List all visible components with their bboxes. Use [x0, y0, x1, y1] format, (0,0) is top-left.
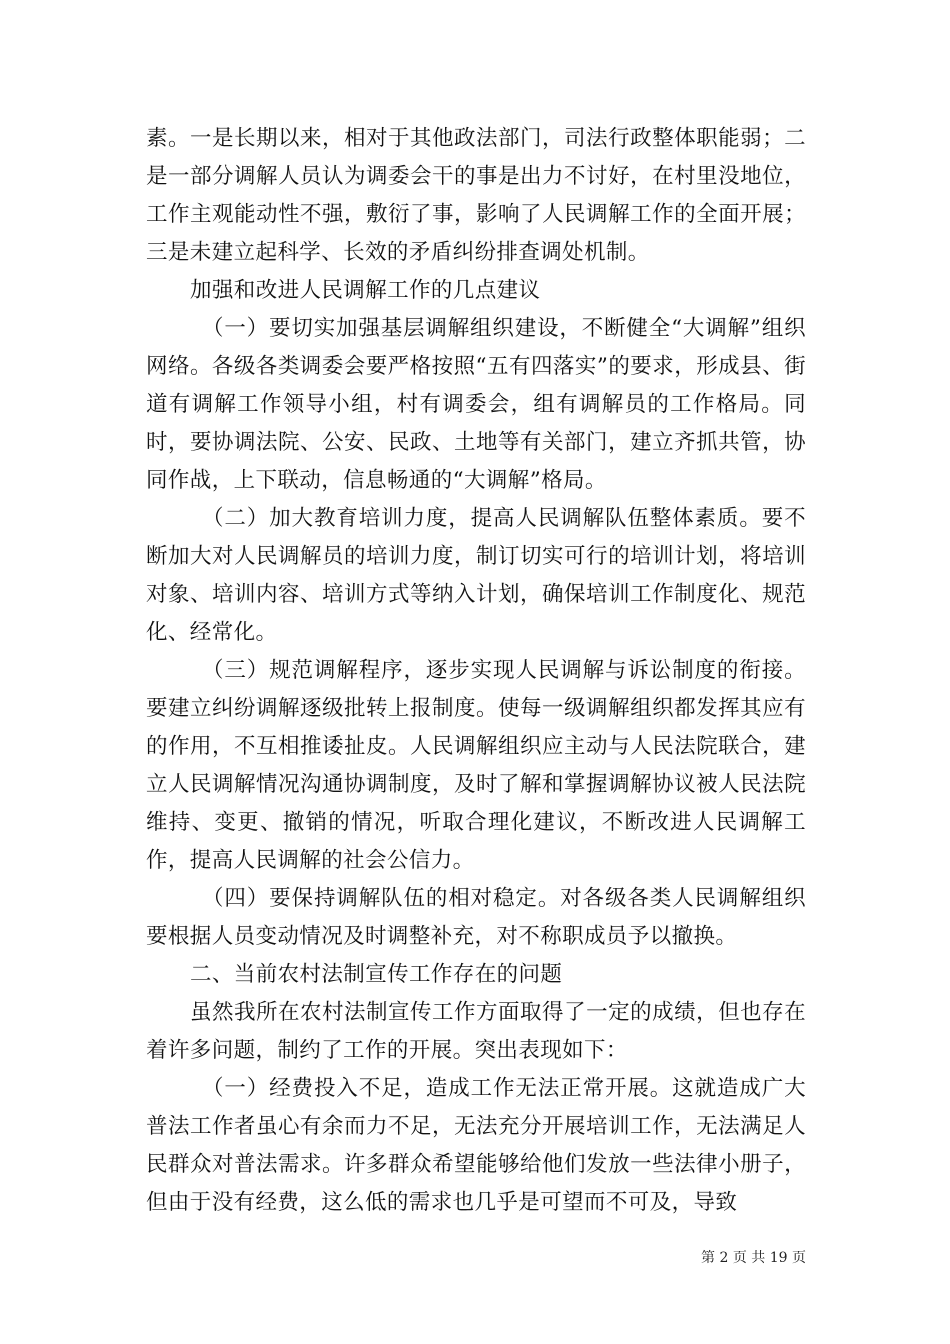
paragraph-item-2: （二）加大教育培训力度，提高人民调解队伍整体素质。要不断加大对人民调解员的培训力度，制订切实可行的培训计划，将培训对象、培训内容、培训方式等纳入计划，确保培训工作制度化、规范化、经常化。 — [146, 506, 806, 645]
page-number-footer: 第 2 页 共 19 页 — [701, 1250, 806, 1266]
paragraph-item-4: （四）要保持调解队伍的相对稳定。对各级各类人民调解组织要根据人员变动情况及时调整补充，对不称职成员予以撤换。 — [146, 886, 806, 949]
paragraph-problem-1: （一）经费投入不足，造成工作无法正常开展。这就造成广大普法工作者虽心有余而力不足，无法充分开展培训工作，无法满足人民群众对普法需求。许多群众希望能够给他们发放一些法律小册子，但由于没有经费，这么低的需求也几乎是可望而不可及，导致 — [146, 1076, 806, 1215]
paragraph-continuation: 素。一是长期以来，相对于其他政法部门，司法行政整体职能弱；二是一部分调解人员认为调委会干的事是出力不讨好，在村里没地位，工作主观能动性不强，敷衍了事，影响了人民调解工作的全面开展；三是未建立起科学、长效的矛盾纠纷排查调处机制。 — [146, 126, 806, 265]
paragraph-item-3: （三）规范调解程序，逐步实现人民调解与诉讼制度的衔接。要建立纠纷调解逐级批转上报制度。使每一级调解组织都发挥其应有的作用，不互相推诿扯皮。人民调解组织应主动与人民法院联合，建立人民调解情况沟通协调制度，及时了解和掌握调解协议被人民法院维持、变更、撤销的情况，听取合理化建议，不断改进人民调解工作，提高人民调解的社会公信力。 — [146, 658, 806, 873]
paragraph-problems-intro: 虽然我所在农村法制宣传工作方面取得了一定的成绩，但也存在着许多问题，制约了工作的开展。突出表现如下： — [146, 1000, 806, 1063]
section-heading-suggestions: 加强和改进人民调解工作的几点建议 — [190, 278, 541, 303]
section-heading-problems: 二、当前农村法制宣传工作存在的问题 — [190, 962, 563, 987]
paragraph-item-1: （一）要切实加强基层调解组织建设，不断健全“大调解”组织网络。各级各类调委会要严格按照“五有四落实”的要求，形成县、街道有调解工作领导小组，村有调委会，组有调解员的工作格局。同时，要协调法院、公安、民政、土地等有关部门，建立齐抓共管，协同作战，上下联动，信息畅通的“大调解”格局。 — [146, 316, 806, 493]
document-body — [146, 120, 806, 1222]
